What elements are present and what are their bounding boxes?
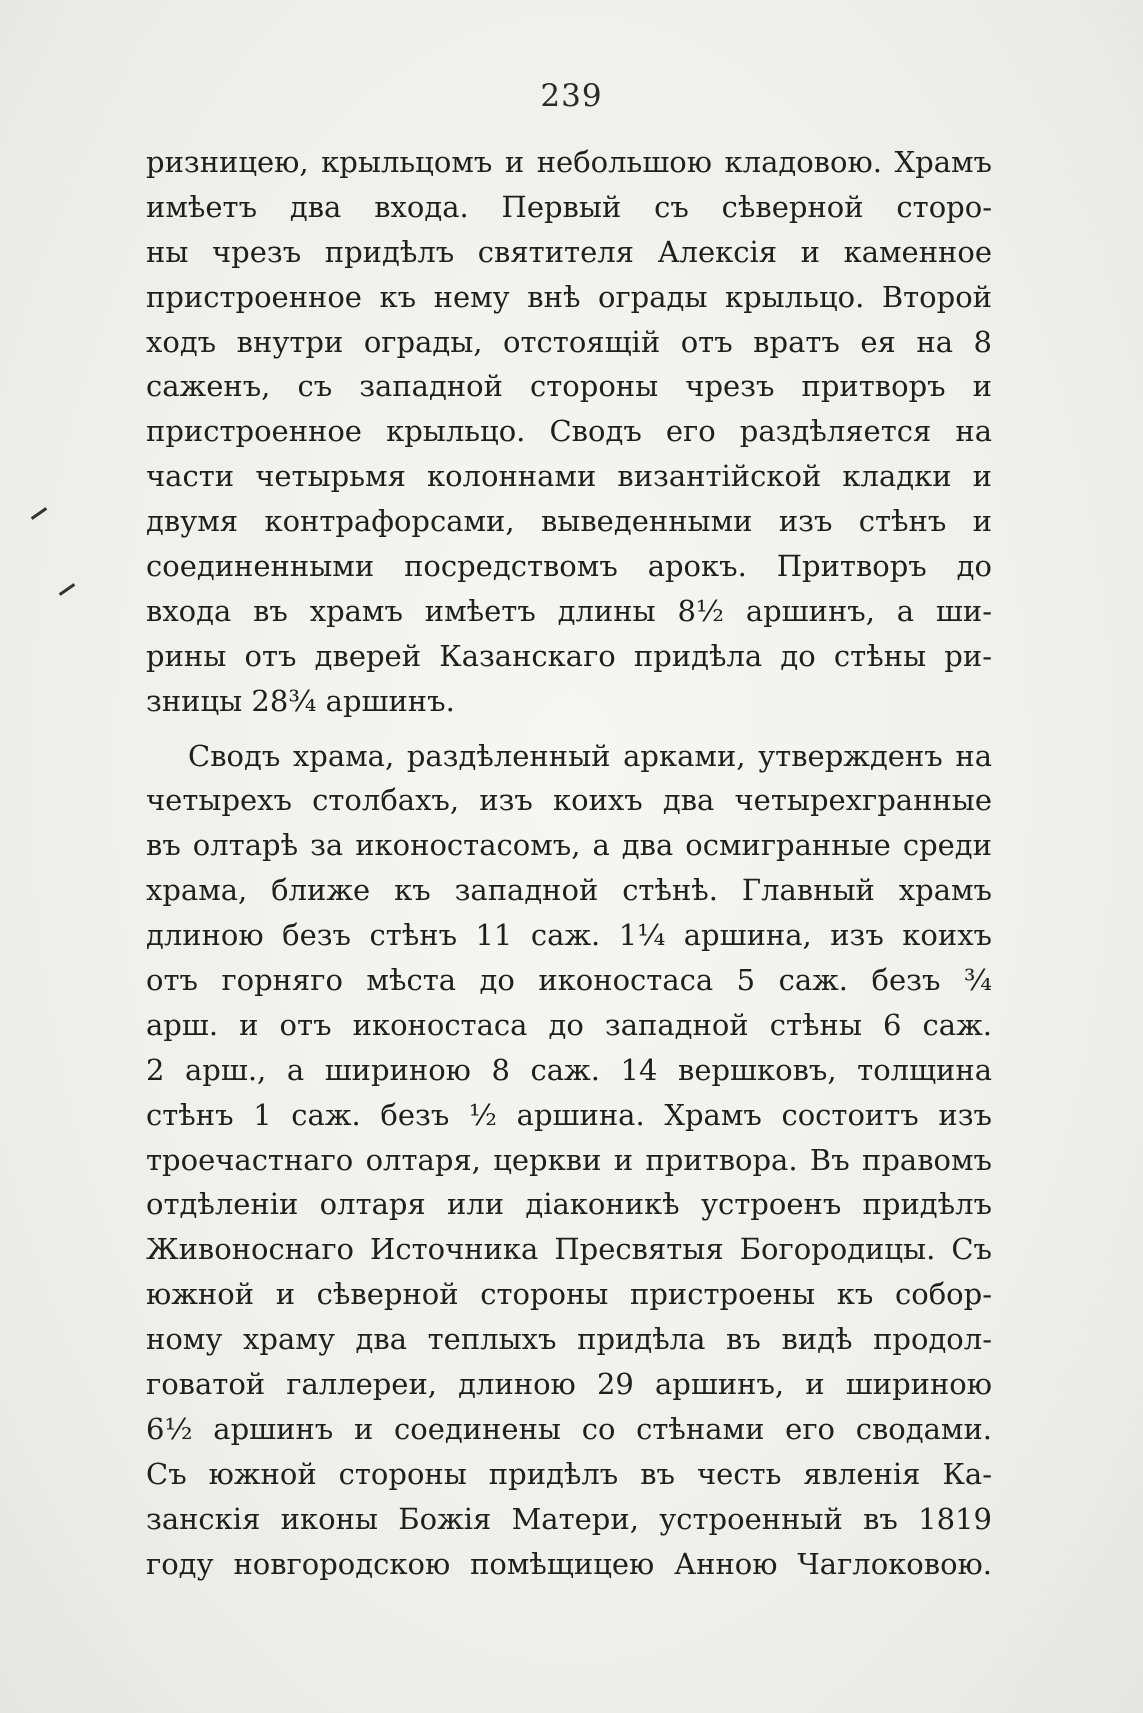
text-line: рины отъ дверей Казанскаго придѣла до стѣны ри- xyxy=(146,638,992,673)
text-line: отдѣленіи олтаря или діаконикѣ устроенъ придѣлъ xyxy=(146,1187,992,1222)
text-line: занскія иконы Божія Матери, устроенный въ 1819 xyxy=(146,1501,992,1536)
text-line: ризницею, крыльцомъ и небольшою кладовою. Храмъ xyxy=(146,145,992,179)
margin-mark xyxy=(31,507,47,520)
text-line: году новгородскою помѣщицею Анною Чаглоковою. xyxy=(146,1546,992,1581)
body-text xyxy=(146,140,992,1587)
page-number: 239 xyxy=(540,78,603,114)
text-line: зницы 28¾ аршинъ. xyxy=(146,683,455,718)
text-line: соединенными посредствомъ арокъ. Притворъ до xyxy=(146,549,992,584)
text-line: пристроенное къ нему внѣ ограды крыльцо. Второй xyxy=(146,279,992,314)
text-line: Съ южной стороны придѣлъ въ честь явленія Ка- xyxy=(146,1456,992,1491)
text-line: стѣнъ 1 саж. безъ ½ аршина. Храмъ состоитъ изъ xyxy=(146,1097,992,1132)
text-line: 2 арш., а шириною 8 саж. 14 вершковъ, толщина xyxy=(146,1052,992,1087)
text-line: храма, ближе къ западной стѣнѣ. Главный храмъ xyxy=(146,873,992,908)
text-line: пристроенное крыльцо. Сводъ его раздѣляется на xyxy=(146,414,992,449)
text-line: ны чрезъ придѣлъ святителя Алексія и каменное xyxy=(146,234,992,269)
text-line: въ олтарѣ за иконостасомъ, а два осмигранные среди xyxy=(146,828,992,863)
text-line: троечастнаго олтаря, церкви и притвора. Въ правомъ xyxy=(146,1142,992,1177)
text-line: имѣетъ два входа. Первый съ сѣверной сторо- xyxy=(146,189,992,224)
text-line: длиною безъ стѣнъ 11 саж. 1¼ аршина, изъ коихъ xyxy=(146,918,992,953)
margin-mark xyxy=(59,583,75,596)
text-line: части четырьмя колоннами византійской кладки и xyxy=(146,459,992,494)
text-line: входа въ храмъ имѣетъ длины 8½ аршинъ, а ши- xyxy=(146,593,992,628)
text-line: 6½ аршинъ и соединены со стѣнами его сводами. xyxy=(146,1411,992,1446)
paragraph-2 xyxy=(146,734,992,1587)
text-line: ному храму два теплыхъ придѣла въ видѣ продол- xyxy=(146,1322,992,1357)
text-line: Сводъ храма, раздѣленный арками, утвержденъ на xyxy=(188,738,992,773)
text-line: двумя контрафорсами, выведенными изъ стѣнъ и xyxy=(146,504,992,539)
text-line: южной и сѣверной стороны пристроены къ собор- xyxy=(146,1277,992,1312)
text-line: ходъ внутри ограды, отстоящій отъ вратъ ея на 8 xyxy=(146,324,992,359)
text-line: четырехъ столбахъ, изъ коихъ два четырехгранные xyxy=(146,783,992,818)
paragraph-1 xyxy=(146,140,992,724)
text-line: отъ горняго мѣста до иконостаса 5 саж. безъ ¾ xyxy=(146,963,992,998)
text-line: арш. и отъ иконостаса до западной стѣны 6 саж. xyxy=(146,1007,992,1042)
text-line: говатой галлереи, длиною 29 аршинъ, и шириною xyxy=(146,1367,992,1402)
text-line: Живоноснаго Источника Пресвятыя Богородицы. Съ xyxy=(146,1232,992,1267)
text-line: саженъ, съ западной стороны чрезъ притворъ и xyxy=(146,369,992,404)
